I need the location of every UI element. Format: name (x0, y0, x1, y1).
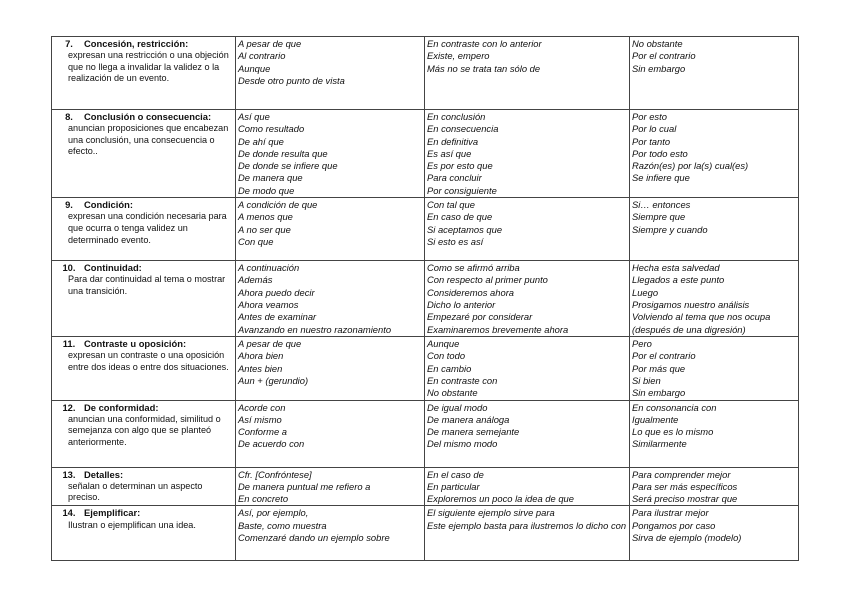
category-number: 10. (62, 262, 76, 274)
phrases-cell (236, 467, 425, 506)
category-number: 13. (62, 468, 76, 480)
connector-phrase: Por el contrario (632, 350, 696, 362)
connector-phrase: Con que (238, 235, 274, 247)
connector-phrase: En cambio (427, 362, 472, 374)
phrases-cell (630, 261, 799, 337)
connector-phrase: De manera análoga (427, 413, 510, 425)
connector-phrase: Luego (632, 286, 659, 298)
connector-phrase: Acorde con (238, 401, 286, 413)
connector-phrase: Lo que es lo mismo (632, 426, 714, 438)
connector-phrase: Así mismo (238, 413, 282, 425)
phrases-cell (425, 198, 630, 261)
category-description: expresan una restricción o una objeción que no llega a invalidar la validez o la realización de un evento. (68, 50, 229, 84)
category-description: anuncian proposiciones que encabezan una conclusión, una consecuencia o efecto.. (68, 123, 229, 157)
connectors-table-body (52, 37, 799, 561)
connector-phrase: Prosigamos nuestro análisis (632, 298, 750, 310)
category-heading (54, 262, 233, 274)
connector-phrase: (después de una digresión) (632, 323, 746, 335)
category-number: 7. (65, 38, 73, 49)
connector-phrase: Por consiguiente (427, 184, 497, 196)
connector-phrase: Si esto es así (427, 235, 484, 247)
connector-phrase: Ahora bien (238, 350, 284, 362)
connector-phrase: Así, por ejemplo, (238, 507, 309, 519)
connector-phrase: Con todo (427, 350, 466, 362)
connector-phrase: Por el contrario (632, 50, 696, 62)
phrases-cell (425, 337, 630, 400)
category-row (52, 467, 799, 506)
connector-phrase: Exploremos un poco la idea de que (427, 493, 574, 505)
connector-phrase: Conforme a (238, 426, 287, 438)
category-cell (52, 506, 236, 561)
connector-phrase: Examinaremos brevemente ahora (427, 323, 569, 335)
connector-phrase: A continuación (238, 262, 300, 274)
connector-phrase: Por todo esto (632, 147, 688, 159)
connector-phrase: Aunque (238, 62, 271, 74)
phrases-cell (236, 261, 425, 337)
phrases-cell (630, 110, 799, 198)
connector-phrase: Siempre y cuando (632, 223, 708, 235)
category-heading (54, 338, 233, 350)
connector-phrase: En contraste con lo anterior (427, 38, 542, 49)
connector-phrase: Similarmente (632, 438, 687, 450)
category-cell (52, 261, 236, 337)
category-cell (52, 110, 236, 198)
phrases-cell (630, 198, 799, 261)
category-cell (52, 37, 236, 110)
connector-phrase: De acuerdo con (238, 438, 305, 450)
connector-phrase: Existe, empero (427, 50, 490, 62)
connector-phrase: Será preciso mostrar que (632, 493, 738, 505)
phrases-cell (425, 467, 630, 506)
connector-phrase: Si aceptamos que (427, 223, 503, 235)
category-row (52, 400, 799, 467)
category-cell (52, 400, 236, 467)
connector-phrase: Como se afirmó arriba (427, 262, 520, 274)
category-description: Ilustran o ejemplifican una idea. (68, 519, 196, 530)
connector-phrase: Baste, como muestra (238, 519, 327, 531)
connector-phrase: Pero (632, 338, 652, 350)
phrases-cell (630, 400, 799, 467)
category-heading (54, 402, 233, 414)
connector-phrase: Por más que (632, 362, 686, 374)
phrases-cell (425, 400, 630, 467)
connector-phrase: Para comprender mejor (632, 468, 731, 480)
connector-phrase: Desde otro punto de vista (238, 74, 345, 86)
category-title: Continuidad: (84, 262, 142, 274)
category-title: De conformidad: (84, 401, 159, 413)
connector-phrase: Comenzaré dando un ejemplo sobre (238, 532, 390, 544)
connector-phrase: De donde se infiere que (238, 160, 338, 172)
phrases-cell (425, 37, 630, 110)
category-row (52, 110, 799, 198)
category-heading (54, 507, 233, 519)
connector-phrase: A menos que (238, 211, 293, 223)
category-title: Concesión, restricción: (84, 38, 189, 49)
category-title: Ejemplificar: (84, 507, 141, 519)
category-row (52, 261, 799, 337)
category-description: señalan o determinan un aspecto preciso. (68, 480, 203, 503)
category-number: 11. (62, 338, 76, 350)
category-row (52, 198, 799, 261)
category-heading (54, 111, 233, 123)
category-row (52, 337, 799, 400)
connector-phrase: De manera que (238, 172, 303, 184)
connector-phrase: Si bien (632, 374, 661, 386)
phrases-cell (630, 37, 799, 110)
category-title: Condición: (84, 199, 133, 211)
connector-phrase: En concreto (238, 493, 289, 505)
connector-phrase: Cfr. [Confróntese] (238, 468, 312, 480)
phrases-cell (425, 261, 630, 337)
category-cell (52, 198, 236, 261)
connectors-table (51, 36, 799, 561)
connector-phrase: Por lo cual (632, 123, 677, 135)
connector-phrase: A pesar de que (238, 38, 302, 49)
category-cell (52, 467, 236, 506)
connector-phrase: Siempre que (632, 211, 686, 223)
connector-phrase: A pesar de que (238, 338, 302, 350)
connector-phrase: Se infiere que (632, 172, 690, 184)
phrases-cell (425, 506, 630, 561)
connector-phrase: En particular (427, 480, 480, 492)
category-description: Para dar continuidad al tema o mostrar una transición. (68, 274, 226, 296)
phrases-cell (236, 37, 425, 110)
connector-phrase: De manera puntual me refiero a (238, 480, 371, 492)
connector-phrase: En consonancia con (632, 401, 717, 413)
connector-phrase: En conclusión (427, 111, 486, 122)
connector-phrase: De ahí que (238, 135, 284, 147)
connector-phrase: Al contrario (238, 50, 286, 62)
phrases-cell (630, 506, 799, 561)
connector-phrase: Este ejemplo basta para ilustremos lo dicho con (427, 519, 627, 531)
connector-phrase: En caso de que (427, 211, 493, 223)
connector-phrase: Sin embargo (632, 62, 686, 74)
category-heading (54, 199, 233, 211)
connector-phrase: Razón(es) por la(s) cual(es) (632, 160, 749, 172)
connector-phrase: Como resultado (238, 123, 305, 135)
connector-phrase: Para ser más específicos (632, 480, 738, 492)
category-heading (54, 469, 233, 481)
category-cell (52, 337, 236, 400)
connector-phrase: A no ser que (238, 223, 291, 235)
phrases-cell (236, 400, 425, 467)
connector-phrase: A condición de que (238, 199, 318, 211)
connector-phrase: Consideremos ahora (427, 286, 515, 298)
phrases-cell (630, 337, 799, 400)
connector-phrase: Sirva de ejemplo (modelo) (632, 532, 742, 544)
phrases-cell (425, 110, 630, 198)
connector-phrase: Aunque (427, 338, 460, 350)
connector-phrase: Es así que (427, 147, 472, 159)
category-title: Conclusión o consecuencia: (84, 111, 212, 122)
connector-phrase: Por esto (632, 111, 667, 122)
connector-phrase: En definitiva (427, 135, 479, 147)
connector-phrase: Empezaré por considerar (427, 311, 533, 323)
category-number: 9. (65, 199, 73, 211)
category-description: expresan un contraste o una oposición entre dos ideas o entre dos situaciones. (68, 350, 229, 372)
category-row (52, 506, 799, 561)
connector-phrase: Si… entonces (632, 199, 691, 211)
category-title: Contraste u oposición: (84, 338, 187, 350)
connector-phrase: Más no se trata tan sólo de (427, 62, 541, 74)
connector-phrase: Ahora veamos (238, 298, 299, 310)
connector-phrase: Sin embargo (632, 387, 686, 399)
connector-phrase: Por tanto (632, 135, 671, 147)
category-number: 12. (62, 401, 76, 413)
connector-phrase: En el caso de (427, 468, 484, 480)
phrases-cell (236, 198, 425, 261)
connector-phrase: Dicho lo anterior (427, 298, 496, 310)
phrases-cell (630, 467, 799, 506)
connector-phrase: Llegados a este punto (632, 274, 725, 286)
connector-phrase: No obstante (427, 387, 478, 399)
category-number: 14. (62, 507, 76, 519)
phrases-cell (236, 110, 425, 198)
connector-phrase: Aun + (gerundio) (238, 374, 309, 386)
category-heading (54, 38, 233, 50)
connector-phrase: Del mismo modo (427, 438, 498, 450)
connector-phrase: De igual modo (427, 401, 488, 413)
connector-phrase: Ahora puedo decir (238, 286, 315, 298)
connector-phrase: Así que (238, 111, 270, 122)
connector-phrase: De modo que (238, 184, 295, 196)
category-row (52, 37, 799, 110)
category-description: anuncian una conformidad, similitud o semejanza con algo que se planteó anteriormente. (68, 413, 221, 448)
phrases-cell (236, 506, 425, 561)
connector-phrase: Para concluir (427, 172, 482, 184)
connector-phrase: Antes bien (238, 362, 283, 374)
connector-phrase: En contraste con (427, 374, 498, 386)
connector-phrase: Igualmente (632, 413, 679, 425)
category-description: expresan una condición necesaria para que ocurra o tenga validez un determinado evento. (68, 211, 227, 245)
connector-phrase: No obstante (632, 38, 683, 49)
phrases-cell (236, 337, 425, 400)
connector-phrase: En consecuencia (427, 123, 499, 135)
category-title: Detalles: (84, 468, 124, 480)
connector-phrase: El siguiente ejemplo sirve para (427, 507, 555, 519)
connector-phrase: Además (238, 274, 273, 286)
connector-phrase: Volviendo al tema que nos ocupa (632, 311, 771, 323)
connector-phrase: Con respecto al primer punto (427, 274, 548, 286)
connector-phrase: Avanzando en nuestro razonamiento (238, 323, 392, 335)
connector-phrase: Con tal que (427, 199, 475, 211)
connector-phrase: Hecha esta salvedad (632, 262, 720, 274)
connector-phrase: Para ilustrar mejor (632, 507, 709, 519)
connector-phrase: Es por esto que (427, 160, 493, 172)
category-number: 8. (65, 111, 73, 122)
connector-phrase: Pongamos por caso (632, 519, 716, 531)
connector-phrase: De manera semejante (427, 426, 520, 438)
connector-phrase: Antes de examinar (238, 311, 317, 323)
connector-phrase: De donde resulta que (238, 147, 328, 159)
